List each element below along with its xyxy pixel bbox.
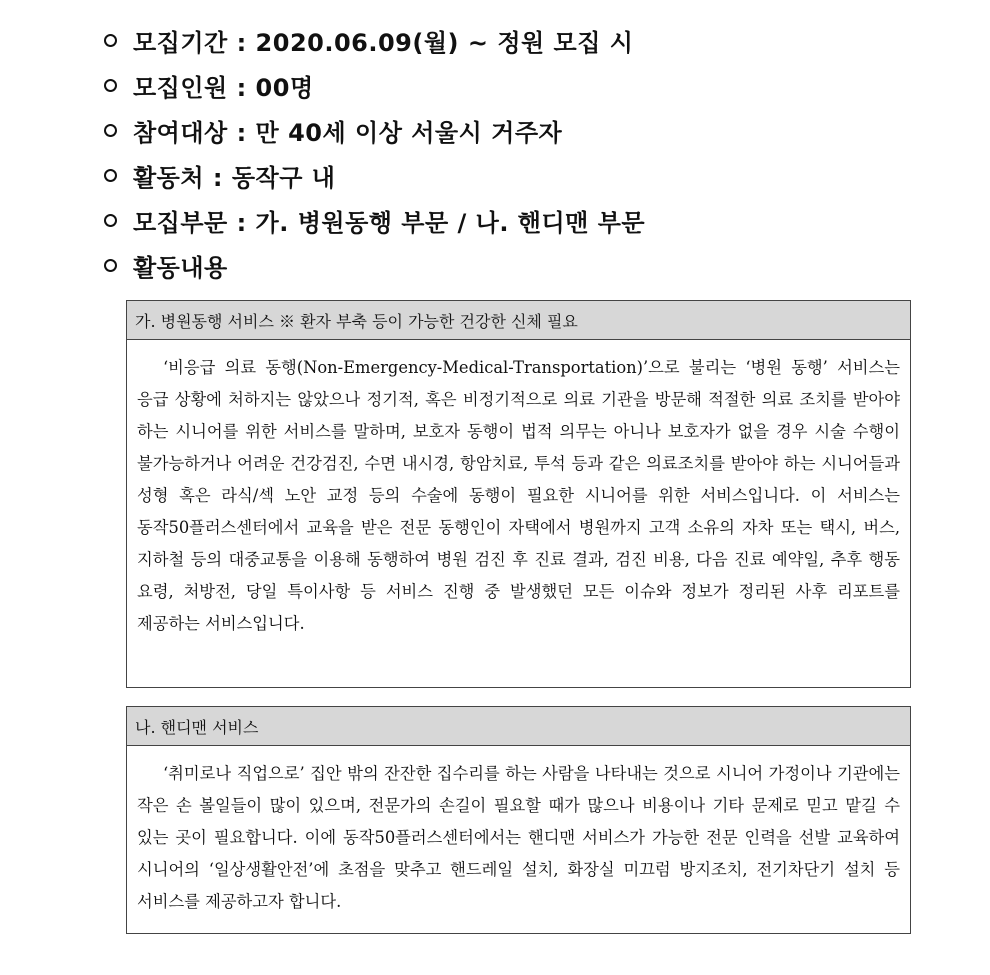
hollow-circle-bullet-icon bbox=[104, 169, 117, 182]
bullet-activity-location bbox=[104, 153, 964, 198]
handyman-service-box bbox=[126, 706, 911, 934]
bullet-recruit-count bbox=[104, 63, 964, 108]
hollow-circle-bullet-icon bbox=[104, 34, 117, 47]
hollow-circle-bullet-icon bbox=[104, 124, 117, 137]
bullet-text: 모집인원 : 00명 bbox=[133, 74, 314, 102]
hollow-circle-bullet-icon bbox=[104, 79, 117, 92]
bullet-text: 활동내용 bbox=[133, 254, 228, 282]
handyman-service-description: ‘취미로나 직업으로’ 집안 밖의 잔잔한 집수리를 하는 사람을 나타내는 것으로 시니어 가정이나 기관에는 작은 손 볼일들이 많이 있으며, 전문가의 손길이 필요할 때가 많으나 비용이나 기타 문제로 믿고 맡길 수 있는 곳이 필요합니다. 이에 동작50플러스센터에서는 핸디맨 서비스가 가능한 전문 인력을 선발 교육하여 시니어의 ‘일상생활안전’에 초점을 맞추고 핸드레일 설치, 화장실 미끄럼 방지조치, 전기차단기 설치 등 서비스를 제공하고자 합니다. bbox=[137, 764, 900, 911]
bullet-recruit-sections bbox=[104, 198, 964, 243]
bullet-eligibility bbox=[104, 108, 964, 153]
hollow-circle-bullet-icon bbox=[104, 259, 117, 272]
bullet-text: 모집기간 : 2020.06.09(월) ~ 정원 모집 시 bbox=[133, 29, 634, 57]
recruitment-info-list bbox=[104, 18, 964, 288]
bullet-text: 모집부문 : 가. 병원동행 부문 / 나. 핸디맨 부문 bbox=[133, 209, 646, 237]
bullet-activity-content bbox=[104, 243, 964, 288]
bullet-recruit-period bbox=[104, 18, 964, 63]
bullet-text: 참여대상 : 만 40세 이상 서울시 거주자 bbox=[133, 119, 563, 147]
hospital-service-header: 가. 병원동행 서비스 ※ 환자 부축 등이 가능한 건강한 신체 필요 bbox=[127, 301, 910, 340]
hospital-service-description: ‘비응급 의료 동행(Non-Emergency-Medical-Transportation)’으로 불리는 ‘병원 동행’ 서비스는 응급 상황에 처하지는 않았으나 정기적, 혹은 비정기적으로 의료 기관을 방문해 적절한 의료 조치를 받아야 하는 시니어를 위한 서비스를 말하며, 보호자 동행이 법적 의무는 아니나 보호자가 없을 경우 시술 수행이 불가능하거나 어려운 건강검진, 수면 내시경, 항암치료, 투석 등과 같은 의료조치를 받아야 하는 시니어들과 성형 혹은 라식/섹 노안 교정 등의 수술에 동행이 필요한 시니어를 위한 서비스입니다. 이 서비스는 동작50플러스센터에서 교육을 받은 전문 동행인이 자택에서 병원까지 고객 소유의 자차 또는 택시, 버스, 지하철 등의 대중교통을 이용해 동행하여 병원 검진 후 진료 결과, 검진 비용, 다음 진료 예약일, 추후 행동 요령, 처방전, 당일 특이사항 등 서비스 진행 중 발생했던 모든 이슈와 정보가 정리된 사후 리포트를 제공하는 서비스입니다. bbox=[137, 358, 900, 633]
handyman-service-header: 나. 핸디맨 서비스 bbox=[127, 707, 910, 746]
bullet-text: 활동처 : 동작구 내 bbox=[133, 164, 336, 192]
hollow-circle-bullet-icon bbox=[104, 214, 117, 227]
hospital-service-box bbox=[126, 300, 911, 688]
